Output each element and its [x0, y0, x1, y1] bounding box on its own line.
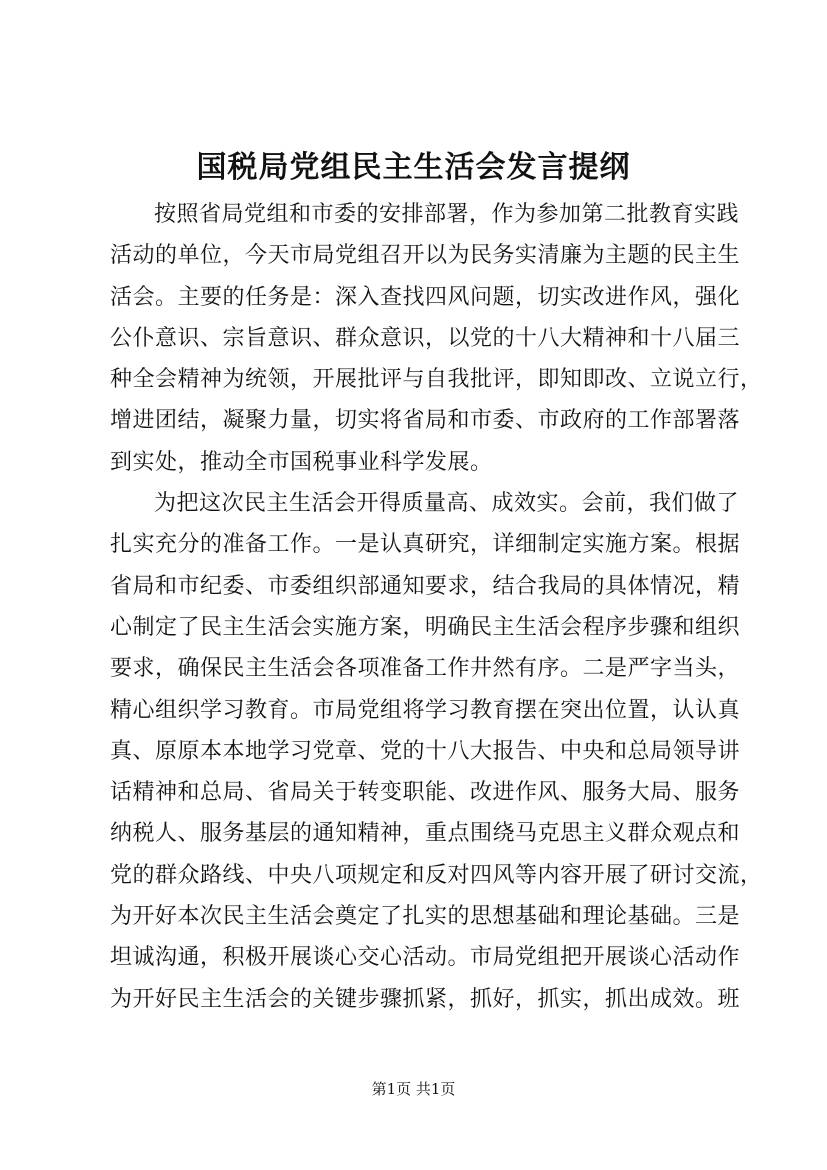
paragraph-line: 公仆意识、宗旨意识、群众意识，以党的十八大精神和十八届三 — [110, 325, 741, 351]
paragraph-line: 坦诚沟通，积极开展谈心交心活动。市局党组把开展谈心活动作 — [110, 945, 741, 971]
paragraph-line: 种全会精神为统领，开展批评与自我批评，即知即改、立说立行， — [110, 367, 763, 393]
page-footer: 第1页 共1页 — [371, 1080, 456, 1098]
paragraph-line: 精心组织学习教育。市局党组将学习教育摆在突出位置，认认真 — [110, 697, 741, 723]
paragraph-line: 党的群众路线、中央八项规定和反对四风等内容开展了研讨交流， — [110, 862, 763, 888]
paragraph-line: 省局和市纪委、市委组织部通知要求，结合我局的具体情况，精 — [110, 573, 741, 599]
paragraph-line: 扎实充分的准备工作。一是认真研究，详细制定实施方案。根据 — [110, 532, 741, 558]
paragraph-line: 真、原原本本地学习党章、党的十八大报告、中央和总局领导讲 — [110, 738, 741, 764]
paragraph-line: 为开好本次民主生活会奠定了扎实的思想基础和理论基础。三是 — [110, 904, 741, 930]
paragraph-line: 增进团结，凝聚力量，切实将省局和市委、市政府的工作部署落 — [110, 408, 741, 434]
paragraph-line: 为把这次民主生活会开得质量高、成效实。会前，我们做了 — [154, 491, 740, 517]
paragraph-line: 要求，确保民主生活会各项准备工作井然有序。二是严字当头， — [110, 656, 741, 682]
paragraph-line: 按照省局党组和市委的安排部署，作为参加第二批教育实践 — [154, 202, 740, 227]
paragraph-line: 活会。主要的任务是：深入查找四风问题，切实改进作风，强化 — [110, 284, 741, 310]
document-body — [110, 194, 763, 1020]
document-title: 国税局党组民主生活会发言提纲 — [196, 150, 631, 185]
paragraph-1 — [110, 194, 763, 483]
paragraph-line: 纳税人、服务基层的通知精神，重点围绕马克思主义群众观点和 — [110, 821, 741, 847]
paragraph-2 — [110, 483, 763, 1020]
paragraph-line: 活动的单位，今天市局党组召开以为民务实清廉为主题的民主生 — [110, 243, 741, 269]
paragraph-line: 心制定了民主生活会实施方案，明确民主生活会程序步骤和组织 — [110, 614, 741, 640]
paragraph-line: 到实处，推动全市国税事业科学发展。 — [110, 449, 493, 475]
paragraph-line: 为开好民主生活会的关键步骤抓紧，抓好，抓实，抓出成效。班 — [110, 986, 741, 1012]
paragraph-line: 话精神和总局、省局关于转变职能、改进作风、服务大局、服务 — [110, 780, 741, 806]
